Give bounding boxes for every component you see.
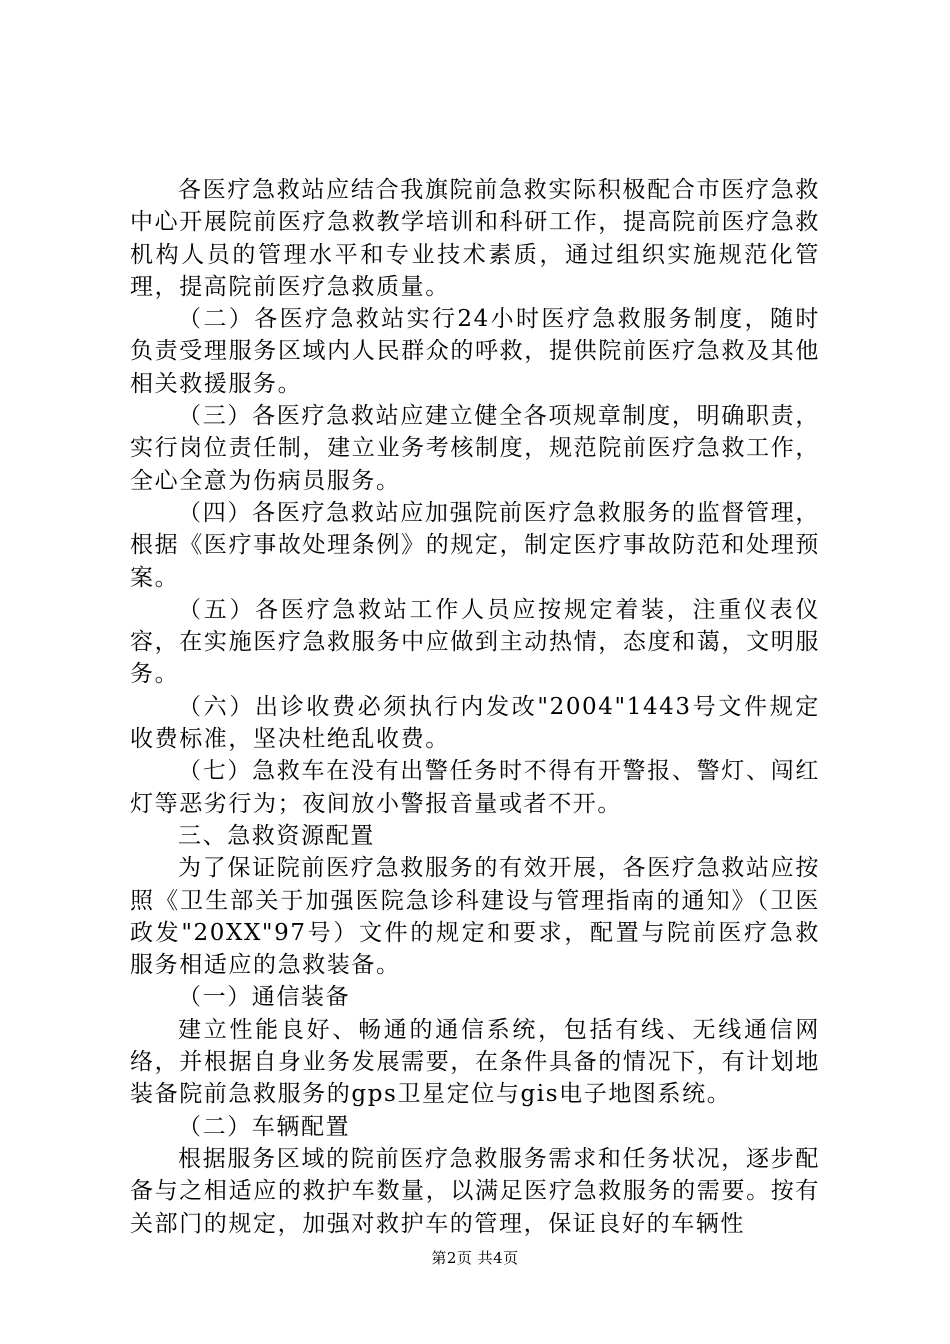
subheading-communication: （一）通信装备 bbox=[178, 984, 351, 1011]
page-footer bbox=[0, 1247, 950, 1268]
document-body bbox=[130, 174, 820, 1240]
page-number-label: 第2页 共4页 bbox=[431, 1249, 519, 1267]
paragraph-13: 根据服务区域的院前医疗急救服务需求和任务状况，逐步配备与之相适应的救护车数量，以满足医疗急救服务的需要。按有关部门的规定，加强对救护车的管理，保证良好的车辆性 bbox=[130, 1145, 820, 1237]
paragraph-5: （五）各医疗急救站工作人员应按规定着装，注重仪表仪容，在实施医疗急救服务中应做到主动热情，态度和蔼，文明服务。 bbox=[130, 596, 820, 688]
paragraph-7: （七）急救车在没有出警任务时不得有开警报、警灯、闯红灯等恶劣行为；夜间放小警报音量或者不开。 bbox=[130, 758, 820, 817]
paragraph-4: （四）各医疗急救站应加强院前医疗急救服务的监督管理，根据《医疗事故处理条例》的规定，制定医疗事故防范和处理预案。 bbox=[130, 499, 820, 591]
paragraph-9: 为了保证院前医疗急救服务的有效开展，各医疗急救站应按照《卫生部关于加强医院急诊科建设与管理指南的通知》（卫医政发"20XX"97号）文件的规定和要求，配置与院前医疗急救服务相适应的急救装备。 bbox=[130, 855, 820, 979]
subheading-vehicles: （二）车辆配置 bbox=[178, 1113, 351, 1140]
paragraph-11: 建立性能良好、畅通的通信系统，包括有线、无线通信网络，并根据自身业务发展需要，在条件具备的情况下，有计划地装备院前急救服务的gps卫星定位与gis电子地图系统。 bbox=[130, 1016, 820, 1108]
paragraph-6: （六）出诊收费必须执行内发改"2004"1443号文件规定收费标准，坚决杜绝乱收费。 bbox=[130, 693, 820, 753]
paragraph-1: 各医疗急救站应结合我旗院前急救实际积极配合市医疗急救中心开展院前医疗急救教学培训和科研工作，提高院前医疗急救机构人员的管理水平和专业技术素质，通过组织实施规范化管理，提高院前医疗急救质量。 bbox=[130, 177, 820, 300]
section-heading-resources: 三、急救资源配置 bbox=[178, 822, 375, 849]
paragraph-3: （三）各医疗急救站应建立健全各项规章制度，明确职责，实行岗位责任制，建立业务考核制度，规范院前医疗急救工作，全心全意为伤病员服务。 bbox=[130, 403, 820, 494]
paragraph-2: （二）各医疗急救站实行24小时医疗急救服务制度，随时负责受理服务区域内人民群众的呼救，提供院前医疗急救及其他相关救援服务。 bbox=[130, 306, 820, 397]
